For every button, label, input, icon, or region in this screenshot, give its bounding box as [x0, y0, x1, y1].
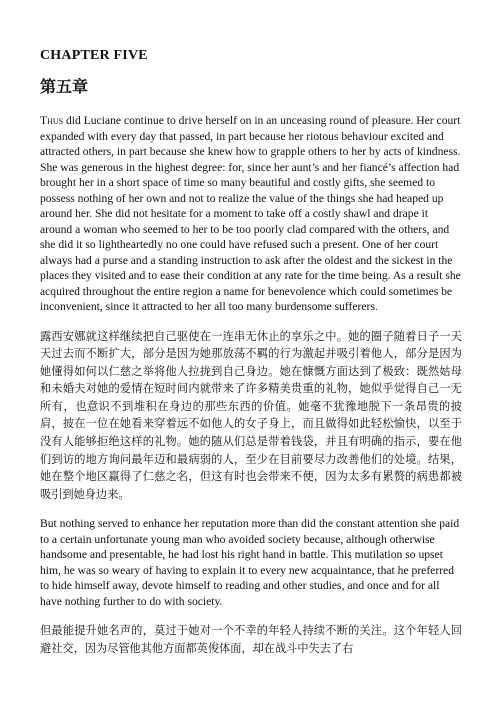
document-page — [40, 48, 462, 671]
paragraph-zh-1: 露西安娜就这样继续把自己驱使在一连串无休止的享乐之中。她的圈子随着日子一天天过去而不断扩大，部分是因为她那放荡不羁的行为激起并吸引着他人，部分是因为她懂得如何以仁慈之举将他人拉拢到自己身边。她在慷慨方面达到了极致：既然姑母和未婚夫对她的爱情在短时间内就带来了许多精美贵重的礼物，她似乎觉得自己一无所有，也意识不到堆积在身边的那些东西的价值。她毫不犹豫地脱下一条昂贵的披肩，披在一位在她看来穿着远不如他人的女子身上，而且做得如此轻松愉快，以至于没有人能够拒绝这样的礼物。她的随从们总是带着钱袋，并且有明确的指示，要在他们到访的地方询问最年迈和最病弱的人，至少在目前要尽力改善他们的处境。结果，她在整个地区赢得了仁慈之名，但这有时也会带来不便，因为太多有累赘的病患都被吸引到她身边来。 — [40, 329, 462, 501]
paragraph-zh-2: 但最能提升她名声的，莫过于她对一个不幸的年轻人持续不断的关注。这个年轻人回避社交，因为尽管他其他方面都英俊体面，却在战斗中失去了右 — [40, 624, 462, 656]
chapter-title-zh: 第五章 — [40, 77, 89, 96]
paragraph-text: did Luciane continue to drive herself on in an unceasing round of pleasure. Her court expanded with every day that passed, in part because her riotous behaviour excited and attracted others, in part because she knew how to grapple others to her by acts of kindness. She was generous in the highest degree: for, since her aunt’s and her fiancé’s affection had brought her in a short space of time so many beautiful and costly gifts, she seemed to possess nothing of her own and not to realize the value of the things she had heaped up around her. She did not hesitate for a moment to take off a costly shawl and drape it around a woman who seemed to her to be too poorly clad compared with the others, and she did it so lightheartedly no one could have refused such a present. One of her court always had a purse and a standing instruction to ask after the oldest and the sickest in the places they visited and to ease their condition at any rate for the time being. As a result she acquired throughout the entire region a name for benevolence which could sometimes be inconvenient, since it attracted to her all too many burdensome sufferers. — [40, 114, 461, 313]
chapter-title-en: CHAPTER FIVE — [40, 48, 148, 63]
paragraph-en-1 — [40, 113, 462, 315]
drop-lead-word: Thus — [40, 114, 64, 127]
paragraph-en-2: But nothing served to enhance her reputation more than did the constant attention she paid to a certain unfortunate young man who avoided society because, although otherwise handsome and presentable, he had lost his right hand in battle. This mutilation so upset him, he was so weary of having to explain it to every new acquaintance, that he preferred to hide himself away, devote himself to reading and other studies, and once and for all have nothing further to do with society. — [40, 517, 460, 608]
